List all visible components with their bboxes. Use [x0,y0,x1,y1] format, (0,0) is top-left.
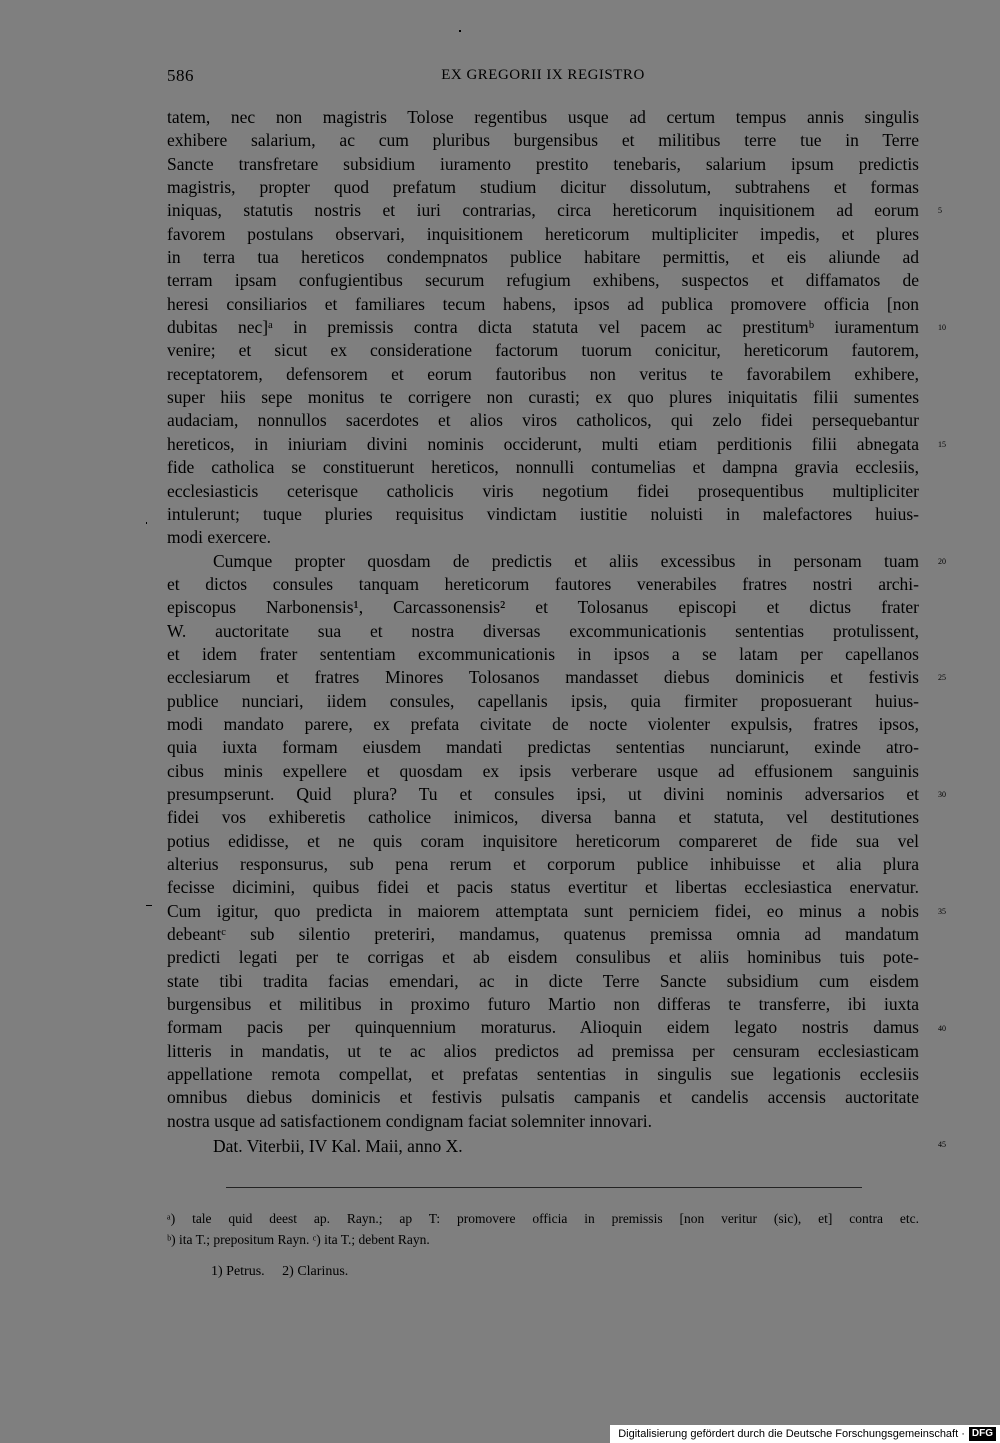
text-line: litteris in mandatis, ut te ac alios predictos ad premissa per censuram ecclesiasticam [167,1040,919,1061]
text-line: venire; et sicut ex consideratione factorum tuorum conicitur, hereticorum fautorem, [167,340,919,361]
dfg-logo: DFG [969,1427,996,1441]
footnote-a: ᵃ) tale quid deest ap. Rayn.; ap T: promovere officia in premissis [non veritur (sic), et] contra etc. [167,1211,919,1226]
text-line: state tibi tradita facias emendari, ac in dicte Terre Sancte subsidium cum eisdem [167,970,919,991]
text-line: cibus minis expellere et quosdam ex ipsis verberare usque ad effusionem sanguinis [167,760,919,781]
text-line: dubitas nec]ᵃ in premissis contra dicta statuta vel pacem ac prestitumᵇ iuramentum [167,317,919,338]
text-line: predicti legati per te corrigas et ab eisdem consulibus et aliis hominibus tuis pote- [167,947,919,968]
line-number: 5 [938,206,942,216]
reference-note-1: 1) Petrus. [211,1264,265,1279]
text-line: burgensibus et militibus in proximo futuro Martio non differas te transferre, ibi iuxta [167,994,919,1015]
text-line: formam pacis per quinquennium moraturus. Alioquin eidem legato nostris damus [167,1017,919,1038]
top-mark [459,30,461,32]
reference-notes [211,1264,362,1280]
text-line: appellatione remota compellat, et prefatas sententias in singulis sue legationis ecclesiis [167,1064,919,1085]
text-line: presumpserunt. Quid plura? Tu et consules ipsi, ut divini nominis adversarios et [167,783,919,804]
text-line: omnibus diebus dominicis et festivis pulsatis campanis et candelis accensis auctoritate [167,1087,919,1108]
line-number: 15 [938,439,946,449]
text-line: receptatorem, defensorem et eorum fautoribus non veritus te favorabilem exhibere, [167,363,919,384]
line-number: 45 [938,1140,946,1150]
margin-mark [146,905,152,906]
text-line: super hiis sepe monitus te corrigere non curasti; ex quo plures iniquitatis filii sumentes [167,387,919,408]
text-line: fide catholica se constituerunt hereticos, nonnulli contumelias et dampna gravia ecclesiis, [167,457,919,478]
footnote-rule [226,1187,862,1188]
dfg-banner-text: Digitalisierung gefördert durch die Deutsche Forschungsgemeinschaft · [618,1428,965,1440]
text-line: fidei vos exhiberetis catholice inimicos, diversa banna et statuta, vel destitutiones [167,807,919,828]
text-line: modi mandato parere, ex prefata civitate de nocte violenter expulsis, fratres ipsos, [167,713,919,734]
text-line: in terra tua hereticos condempnatos publice habitare permittis, et eis aliunde ad [167,247,919,268]
text-line: magistris, propter quod prefatum studium dicitur dissolutum, subtrahens et formas [167,177,919,198]
text-line: Cum igitur, quo predicta in maiorem attemptata sunt perniciem fidei, eo minus a nobis [167,900,919,921]
footnote-b-c: ᵇ) ita T.; prepositum Rayn. ᶜ) ita T.; debent Rayn. [167,1232,430,1247]
text-line: Cumque propter quosdam de predictis et aliis excessibus in personam tuam [213,550,919,571]
body-text [167,106,919,1158]
dfg-banner [610,1425,1000,1443]
line-number: 10 [938,323,946,333]
text-line: publice nunciari, iidem consules, capellanis ipsis, quia firmiter proposuerant huius- [167,690,919,711]
text-line: ecclesiasticis ceterisque catholicis viris negotium fidei prosequentibus multipliciter [167,480,919,501]
text-line: terram ipsam confugientibus securum refugium exhibens, suspectos et diffamatos de [167,270,919,291]
text-line: modi exercere. [167,527,271,548]
page-header [167,66,919,90]
margin-dot [146,522,147,524]
page-number: 586 [167,66,194,85]
text-line: favorem postulans observari, inquisitionem hereticorum multipliciter impedis, et plures [167,223,919,244]
line-number: 40 [938,1023,946,1033]
text-line: et idem frater sententiam excommunicationis in ipsos a se latam per capellanos [167,643,919,664]
line-number: 30 [938,790,946,800]
line-number: 20 [938,556,946,566]
reference-note-2: 2) Clarinus. [282,1264,349,1279]
text-line: hereticos, in iniuriam divini nominis occiderunt, multi etiam perditionis filii abnegata [167,433,919,454]
text-line: potius edidisse, et ne quis coram inquisitore hereticorum compareret de fide sua vel [167,830,919,851]
text-line: iniquas, statutis nostris et iuri contrarias, circa hereticorum inquisitionem ad eorum [167,200,919,221]
text-line: fecisse dicimini, quibus fidei et pacis status evertitur et libertas ecclesiastica enervatur. [167,877,919,898]
text-line: quia iuxta formam eiusdem mandati predictas sententias nunciarunt, exinde atro- [167,737,919,758]
text-line: episcopus Narbonensis¹, Carcassonensis² et Tolosanus episcopi et dictus frater [167,597,919,618]
text-line: et dictos consules tanquam hereticorum fautores venerabiles fratres nostri archi- [167,573,919,594]
footnotes [167,1208,919,1250]
text-line: exhibere salarium, ac cum pluribus burgensibus et militibus terre tue in Terre [167,130,919,151]
text-line: W. auctoritate sua et nostra diversas excommunicationis sententias protulissent, [167,620,919,641]
text-line: tatem, nec non magistris Tolose regentibus usque ad certum tempus annis singulis [167,107,919,127]
text-line: nostra usque ad satisfactionem condignam faciat solemniter innovari. [167,1110,652,1131]
text-line: alterius responsurus, sub pena rerum et corporum publice inhibuisse et alia plura [167,854,919,874]
line-number: 25 [938,673,946,683]
text-line: heresi consiliarios et familiares tecum habens, ipsos ad publica promovere officia [non [167,293,919,314]
text-line: audaciam, nonnullos sacerdotes et alios viros catholicos, qui zelo fidei persequebantur [167,410,919,431]
running-title: EX GREGORII IX REGISTRO [441,67,645,83]
text-line: ecclesiarum et fratres Minores Tolosanos mandasset diebus dominicis et festivis [167,667,919,688]
dating-line: Dat. Viterbii, IV Kal. Maii, anno X. [213,1136,463,1157]
text-line: intulerunt; tuque pluries requisitus vindictam iustitie noluisti in malefactores huius- [167,503,919,524]
line-number: 35 [938,906,946,916]
text-line: debeantᶜ sub silentio preteriri, mandamus, quatenus premissa omnia ad mandatum [167,924,919,945]
text-line: Sancte transfretare subsidium iuramento prestito tenebaris, salarium ipsum predictis [167,153,919,174]
